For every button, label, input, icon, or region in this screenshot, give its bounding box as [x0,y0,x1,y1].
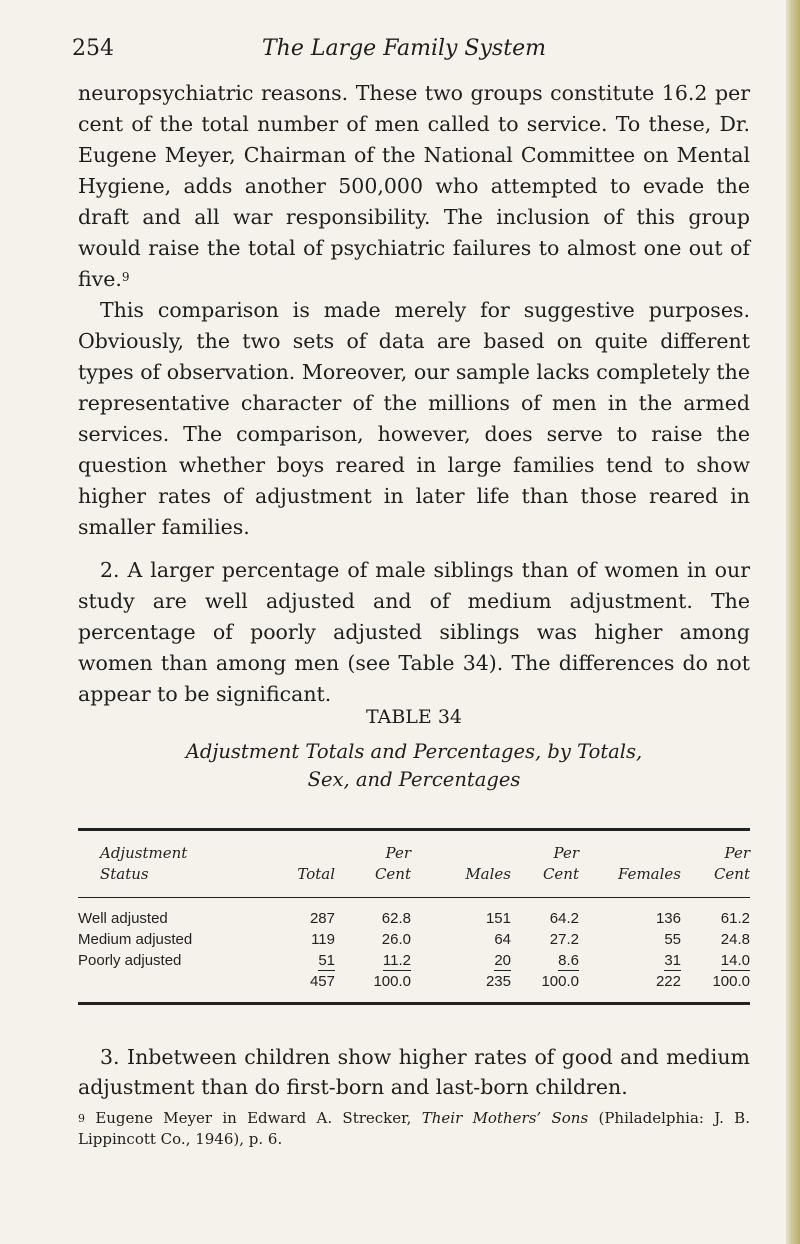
table-row [78,929,750,950]
table-header-rule [78,897,750,898]
table-caption-line-1: Adjustment Totals and Percentages, by Totals, [185,740,643,763]
totals-males: 235 [485,973,511,990]
footnote-text-after: (Philadelphia: J. B. Lippincott Co., 1946), p. 6. [78,1109,750,1148]
table-row [78,908,750,929]
page-number: 254 [72,36,114,61]
row-males: 20 [494,952,511,969]
header-pct-3-top: Per [724,844,750,862]
row-total: 51 [318,952,335,969]
running-title: The Large Family System [262,36,546,61]
adjustment-table-body [78,908,750,992]
row-females: 55 [664,931,681,948]
totals-pct-total: 100.0 [373,973,411,990]
page-header [72,36,752,76]
header-row-1 [78,843,750,864]
header-pct-1-bottom: Cent [374,865,411,883]
row-pct-females: 24.8 [720,931,750,948]
table-bottom-rule [78,1002,750,1005]
closing-text [78,1042,750,1102]
table-top-rule [78,828,750,831]
totals-females: 222 [655,973,681,990]
row-pct-males: 8.6 [558,952,579,969]
header-pct-3-bottom: Cent [713,865,750,883]
row-females: 136 [655,910,681,927]
paragraph-3: 2. A larger percentage of male siblings than of women in our study are well adjusted and of medium adjustment. The percentage of poorly adjusted siblings was higher among women than among men (see Table 34). The differences do not appear to be significant. [78,558,750,706]
totals-row [78,971,750,992]
footnote-ref: 9 [121,270,130,284]
paragraph-2: This comparison is made merely for suggestive purposes. Obviously, the two sets of data are based on quite different types of observation. Moreover, our sample lacks completely the representative character of the millions of men in the armed services. The comparison, however, does serve to raise the question whether boys reared in large families tend to show higher rates of adjustment in later life than those reared in smaller families. [78,298,750,539]
totals-total: 457 [309,973,335,990]
totals-pct-females: 100.0 [712,973,750,990]
header-males: Males [465,865,511,883]
table-34 [78,706,750,1005]
paragraph-1-text: neuropsychiatric reasons. These two groups constitute 16.2 per cent of the total number of men called to service. To these, Dr. Eugene Meyer, Chairman of the National Committee on Mental Hygiene, adds another 500,000 who attempted to evade the draft and all war responsibility. The inclusion of this group would raise the total of psychiatric failures to almost one out of five. [78,81,750,291]
row-pct-males: 64.2 [549,910,579,927]
row-females: 31 [664,952,681,969]
row-pct-females: 61.2 [720,910,750,927]
footnote-mark: 9 [78,1112,85,1125]
row-total: 287 [309,910,335,927]
row-pct-total: 62.8 [381,910,411,927]
row-pct-males: 27.2 [549,931,579,948]
header-pct-2-top: Per [553,844,579,862]
row-status: Medium adjusted [78,931,193,948]
table-caption-line-2: Sex, and Percentages [307,768,521,791]
header-females: Females [617,865,681,883]
row-pct-total: 11.2 [382,952,411,969]
body-text [78,78,750,710]
row-status: Well adjusted [78,910,168,927]
header-row-2 [78,864,750,885]
row-males: 64 [494,931,511,948]
footnote-text-before: Eugene Meyer in Edward A. Strecker, [95,1109,422,1127]
row-males: 151 [485,910,511,927]
footnote [78,1108,750,1150]
header-pct-1-top: Per [385,844,411,862]
adjustment-table [78,843,750,885]
header-status-2: Status [100,865,149,883]
footnote-title: Their Mothers’ Sons [421,1109,589,1127]
row-pct-females: 14.0 [720,952,750,969]
row-status: Poorly adjusted [78,952,182,969]
row-pct-total: 26.0 [381,931,411,948]
table-row [78,950,750,971]
paragraph-4: 3. Inbetween children show higher rates of good and medium adjustment than do first-born and last-born children. [78,1045,750,1099]
totals-pct-males: 100.0 [541,973,579,990]
row-total: 119 [311,931,335,948]
header-pct-2-bottom: Cent [542,865,579,883]
header-status-1: Adjustment [100,844,188,862]
table-label: TABLE 34 [365,706,463,728]
page-edge [786,0,800,1244]
paragraph-1 [78,78,750,295]
header-total: Total [297,865,335,883]
